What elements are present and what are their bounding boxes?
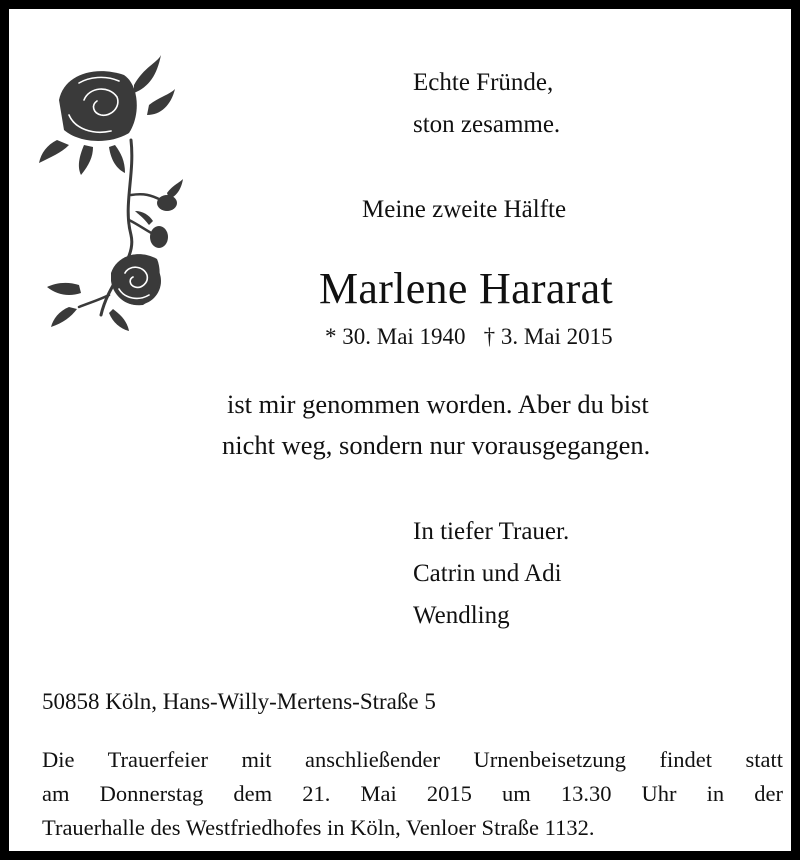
motto-line-2: ston zesamme. xyxy=(413,111,561,138)
mourners-line-1: In tiefer Trauer. xyxy=(413,518,570,545)
intro-text: Meine zweite Hälfte xyxy=(362,196,567,223)
message-line-2: nicht weg, sondern nur vorausgegangen. xyxy=(222,430,651,460)
deceased-name: Marlene Hararat xyxy=(319,264,613,313)
mourners-line-3: Wendling xyxy=(413,602,510,629)
life-dates xyxy=(325,325,613,348)
message-line-1: ist mir genommen worden. Aber du bist xyxy=(227,389,649,419)
mourners-line-2: Catrin und Adi xyxy=(413,560,562,587)
birth-date: * 30. Mai 1940 xyxy=(325,324,466,349)
service-line-3: Trauerhalle des Westfriedhofes in Köln, Venloer Straße 1132. xyxy=(42,815,595,840)
rose-icon xyxy=(39,45,184,335)
funeral-service-info xyxy=(42,743,783,845)
motto-line-1: Echte Fründe, xyxy=(413,69,554,96)
service-line-2: am Donnerstag dem 21. Mai 2015 um 13.30 Uhr in der xyxy=(42,781,783,806)
family-address: 50858 Köln, Hans-Willy-Mertens-Straße 5 xyxy=(42,689,436,714)
death-date: † 3. Mai 2015 xyxy=(483,324,613,349)
service-line-1: Die Trauerfeier mit anschließender Urnenbeisetzung findet statt xyxy=(42,747,783,772)
